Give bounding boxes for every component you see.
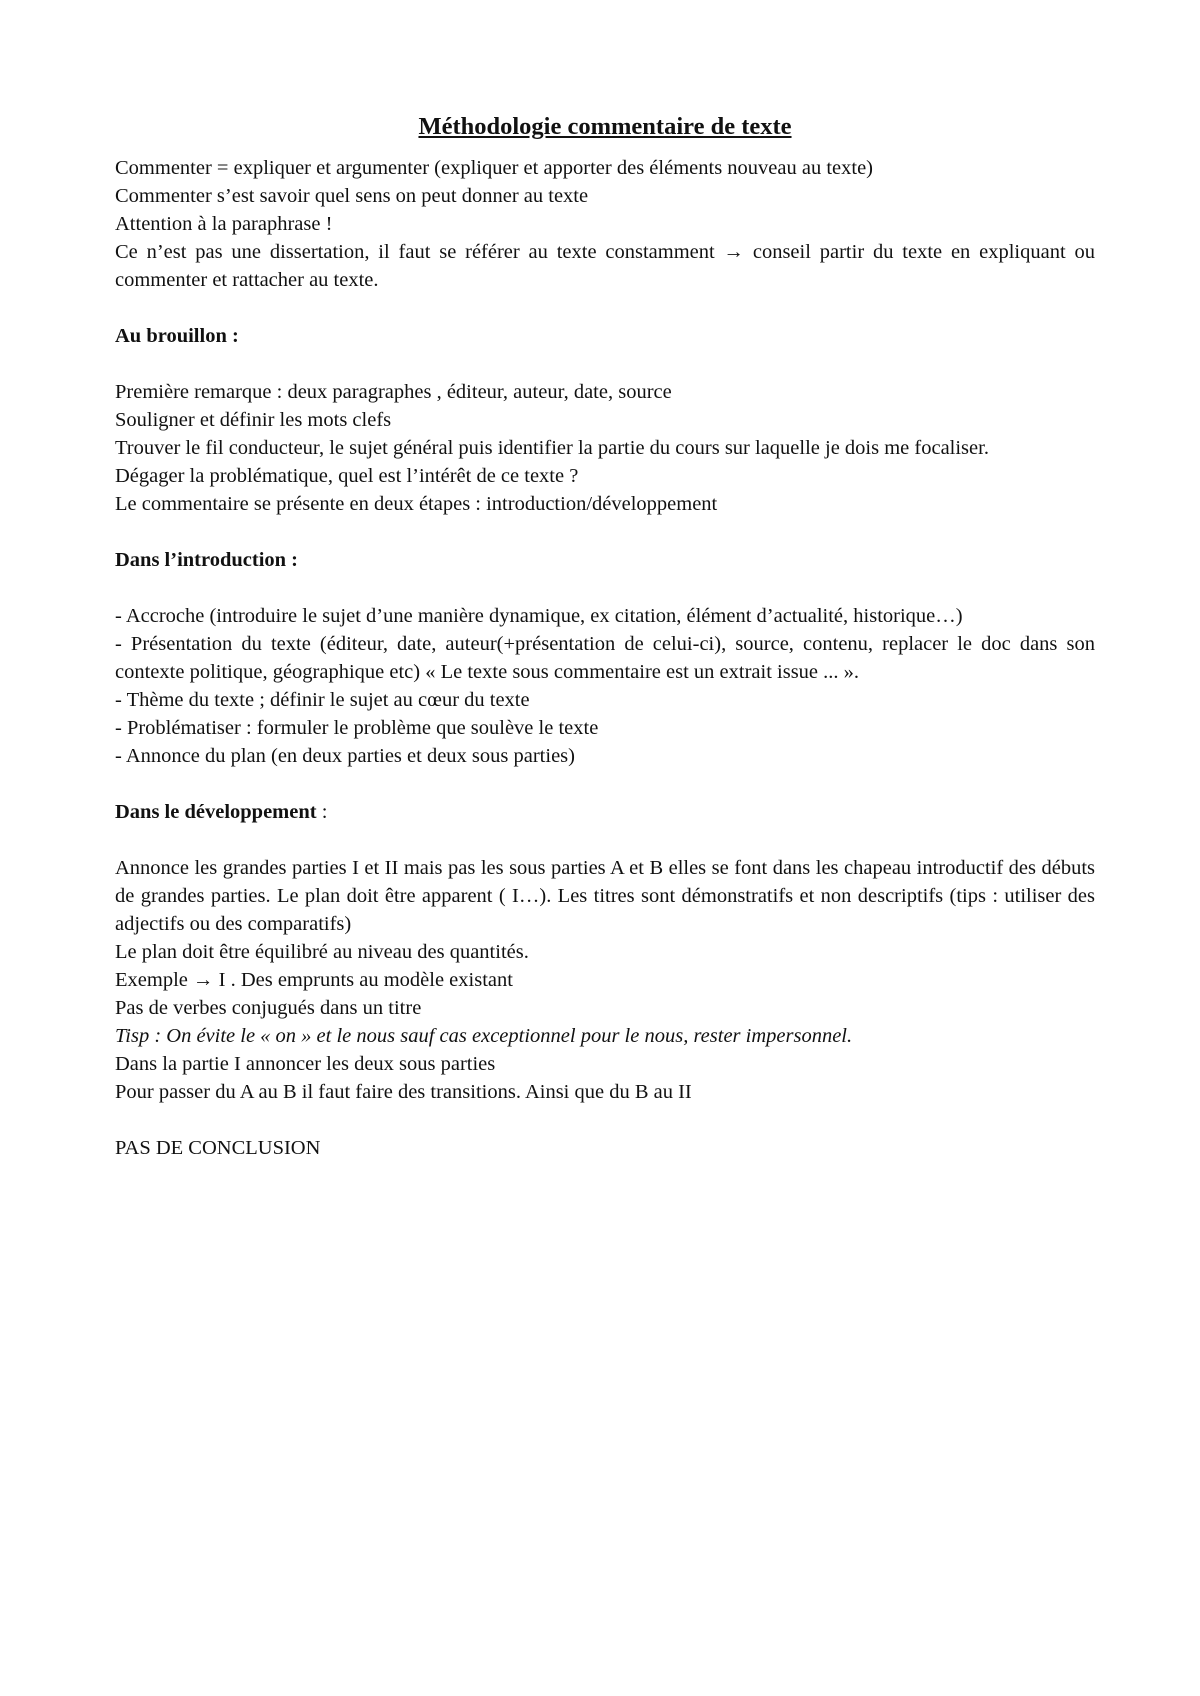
introduction-item: - Thème du texte ; définir le sujet au cœur du texte: [115, 689, 530, 711]
developpement-tip: Tisp : On évite le « on » et le nous sauf cas exceptionnel pour le nous, rester impersonnel.: [115, 1025, 853, 1047]
brouillon-item: Première remarque : deux paragraphes , éditeur, auteur, date, source: [115, 381, 672, 403]
introduction-heading: Dans l’introduction :: [115, 549, 299, 571]
developpement-item: Pas de verbes conjugués dans un titre: [115, 997, 422, 1019]
intro-line-advice: Ce n’est pas une dissertation, il faut se référer au texte constamment → conseil partir du texte en expliquant ou commenter et rattacher au texte.: [115, 241, 1095, 291]
developpement-heading-colon: :: [316, 801, 328, 823]
brouillon-section: [115, 322, 1095, 518]
brouillon-item: Dégager la problématique, quel est l’intérêt de ce texte ?: [115, 465, 579, 487]
brouillon-item: Souligner et définir les mots clefs: [115, 409, 392, 431]
developpement-item: Exemple → I . Des emprunts au modèle existant: [115, 969, 513, 991]
conclusion-note: PAS DE CONCLUSION: [115, 1137, 321, 1159]
intro-line-paraphrase-warning: Attention à la paraphrase !: [115, 213, 333, 235]
introduction-item: - Accroche (introduire le sujet d’une manière dynamique, ex citation, élément d’actualité, historique…): [115, 605, 963, 627]
intro-line-meaning: Commenter s’est savoir quel sens on peut donner au texte: [115, 185, 589, 207]
brouillon-item: Trouver le fil conducteur, le sujet général puis identifier la partie du cours sur laquelle je dois me focaliser.: [115, 437, 989, 459]
developpement-item: Dans la partie I annoncer les deux sous parties: [115, 1053, 496, 1075]
developpement-item: Le plan doit être équilibré au niveau des quantités.: [115, 941, 529, 963]
spacer: [115, 294, 1095, 322]
spacer: [115, 826, 1095, 854]
brouillon-heading: Au brouillon :: [115, 325, 239, 347]
intro-line-definition: Commenter = expliquer et argumenter (expliquer et apporter des éléments nouveau au texte): [115, 157, 874, 179]
spacer: [115, 770, 1095, 798]
introduction-item: - Problématiser : formuler le problème que soulève le texte: [115, 717, 599, 739]
brouillon-item: Le commentaire se présente en deux étapes : introduction/développement: [115, 493, 718, 515]
spacer: [115, 574, 1095, 602]
document-title: Méthodologie commentaire de texte: [418, 113, 792, 140]
spacer: [115, 350, 1095, 378]
developpement-heading-row: [115, 798, 1095, 826]
developpement-item: Annonce les grandes parties I et II mais pas les sous parties A et B elles se font dans les chapeau introductif des débuts de grandes parties. Le plan doit être apparent ( I…). Les titres sont démonstratifs et non descriptifs (tips : utiliser des adjectifs ou des comparatifs): [115, 857, 1095, 935]
introduction-item: - Annonce du plan (en deux parties et deux sous parties): [115, 745, 575, 767]
spacer: [115, 518, 1095, 546]
developpement-section: [115, 798, 1095, 1106]
introduction-item: - Présentation du texte (éditeur, date, auteur(+présentation de celui-ci), source, contenu, replacer le doc dans son contexte politique, géographique etc) « Le texte sous commentaire est un extrait issue ... ».: [115, 633, 1095, 683]
intro-section: [115, 154, 1095, 294]
spacer: [115, 1106, 1095, 1134]
developpement-item: Pour passer du A au B il faut faire des transitions. Ainsi que du B au II: [115, 1081, 692, 1103]
developpement-heading: Dans le développement: [115, 801, 317, 823]
introduction-section: [115, 546, 1095, 770]
